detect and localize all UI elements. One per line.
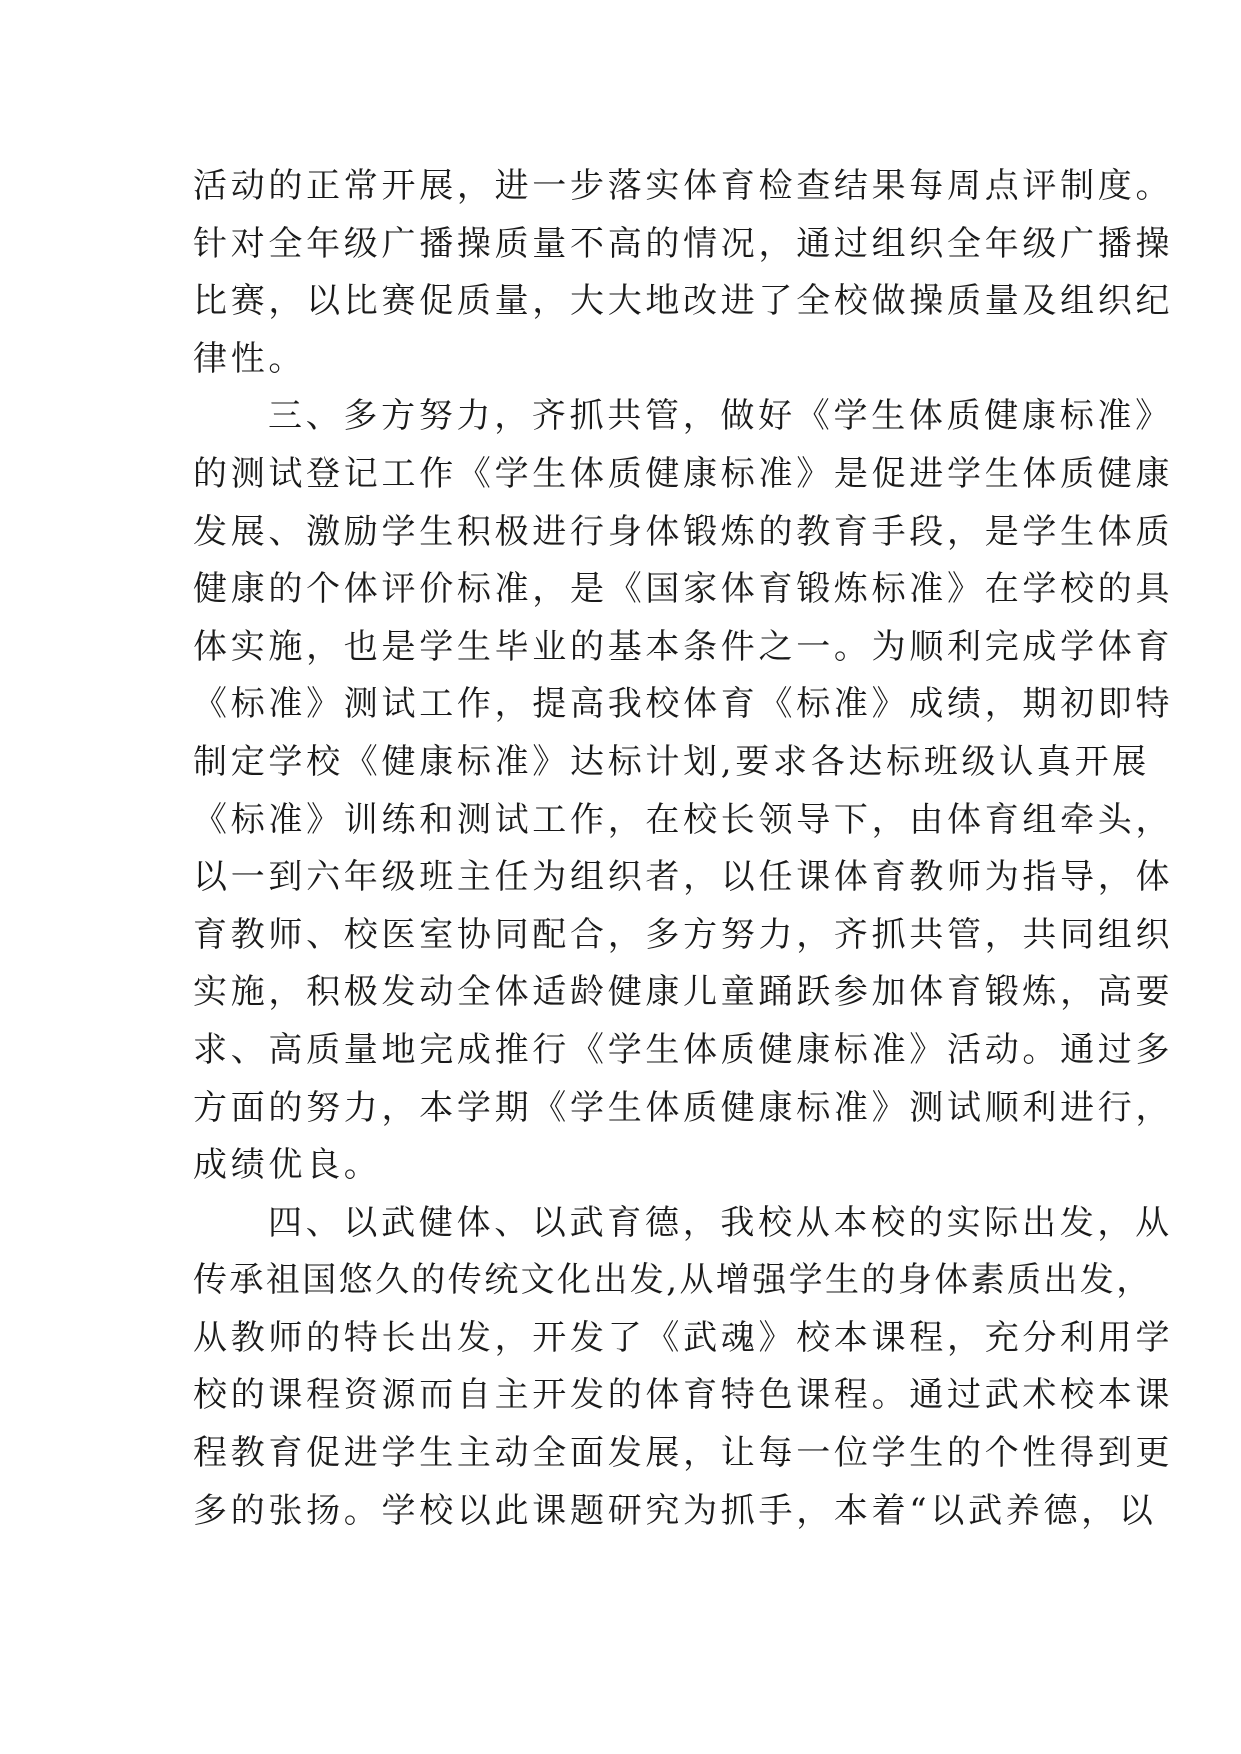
text-line: 律性。 xyxy=(193,338,307,379)
text-line: 针对全年级广播操质量不高的情况，通过组织全年级广播操 xyxy=(193,223,1174,264)
text-line: 健康的个体评价标准，是《国家体育锻炼标准》在学校的具 xyxy=(193,569,1174,610)
text-line: 《标准》训练和测试工作，在校长领导下，由体育组牵头， xyxy=(193,799,1174,840)
text-line: 发展、激励学生积极进行身体锻炼的教育手段，是学生体质 xyxy=(193,511,1174,552)
text-line: 比赛，以比赛促质量，大大地改进了全校做操质量及组织纪 xyxy=(193,281,1174,322)
text-line: 的测试登记工作《学生体质健康标准》是促进学生体质健康 xyxy=(193,453,1174,494)
text-line: 活动的正常开展，进一步落实体育检查结果每周点评制度。 xyxy=(193,166,1174,206)
text-line: 方面的努力，本学期《学生体质健康标准》测试顺利进行， xyxy=(193,1087,1174,1128)
text-line: 成绩优良。 xyxy=(193,1145,382,1186)
text-line: 体实施，也是学生毕业的基本条件之一。为顺利完成学体育 xyxy=(193,626,1174,667)
text-line: 制定学校《健康标准》达标计划,要求各达标班级认真开展 xyxy=(193,741,1151,782)
text-line: 校的课程资源而自主开发的体育特色课程。通过武术校本课 xyxy=(193,1375,1174,1416)
text-line: 从教师的特长出发，开发了《武魂》校本课程，充分利用学 xyxy=(193,1317,1174,1358)
section-heading-line: 三、多方努力，齐抓共管，做好《学生体质健康标准》 xyxy=(268,396,1173,437)
text-line: 以一到六年级班主任为组织者，以任课体育教师为指导，体 xyxy=(193,857,1174,898)
text-line: 实施，积极发动全体适龄健康儿童踊跃参加体育锻炼，高要 xyxy=(193,972,1174,1013)
document-body xyxy=(193,158,1174,1540)
text-line: 求、高质量地完成推行《学生体质健康标准》活动。通过多 xyxy=(193,1029,1174,1070)
text-line: 多的张扬。学校以此课题研究为抓手，本着“以武养德，以 xyxy=(193,1490,1157,1531)
text-line: 程教育促进学生主动全面发展，让每一位学生的个性得到更 xyxy=(193,1433,1174,1474)
text-line: 传承祖国悠久的传统文化出发,从增强学生的身体素质出发， xyxy=(193,1260,1153,1301)
section-heading-line: 四、以武健体、以武育德，我校从本校的实际出发，从 xyxy=(268,1202,1173,1243)
text-line: 育教师、校医室协同配合，多方努力，齐抓共管，共同组织 xyxy=(193,914,1174,955)
text-line: 《标准》测试工作，提高我校体育《标准》成绩，期初即特 xyxy=(193,684,1174,725)
